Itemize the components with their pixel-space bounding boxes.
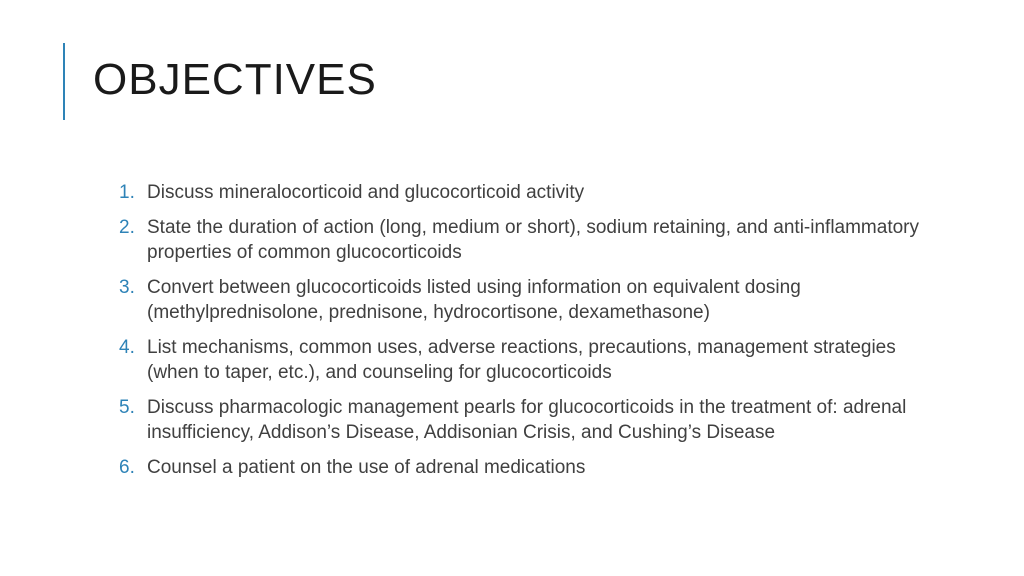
objective-text: Counsel a patient on the use of adrenal medications — [147, 457, 586, 478]
objective-number — [104, 395, 147, 420]
objective-text: State the duration of action (long, medium or short), sodium retaining, and anti-inflammatory properties of common glucocorticoids — [147, 217, 919, 263]
objective-item — [104, 455, 924, 480]
objective-number-label: 2. — [119, 217, 135, 238]
objectives-list — [104, 180, 924, 490]
objective-number-label: 5. — [119, 397, 135, 418]
slide-title: OBJECTIVES — [93, 55, 377, 104]
objective-number — [104, 275, 147, 300]
objective-number — [104, 215, 147, 240]
objective-text: Discuss mineralocorticoid and glucocorticoid activity — [147, 182, 585, 203]
title-accent-bar — [63, 43, 65, 120]
objective-number-label: 6. — [119, 457, 135, 478]
objective-number — [104, 335, 147, 360]
objective-text: Discuss pharmacologic management pearls for glucocorticoids in the treatment of: adrenal insufficiency, Addison’s Disease, Addisonian Crisis, and Cushing’s Disease — [147, 397, 907, 443]
objective-number — [104, 180, 147, 205]
objective-number-label: 4. — [119, 337, 135, 358]
objective-number — [104, 455, 147, 480]
objective-item — [104, 335, 924, 385]
objective-number-label: 1. — [119, 182, 135, 203]
objective-item — [104, 180, 924, 205]
objective-item — [104, 215, 924, 265]
objective-number-label: 3. — [119, 277, 135, 298]
objective-text: List mechanisms, common uses, adverse reactions, precautions, management strategies (when to taper, etc.), and counseling for glucocorticoids — [147, 337, 896, 383]
objective-item — [104, 275, 924, 325]
objective-item — [104, 395, 924, 445]
objective-text: Convert between glucocorticoids listed using information on equivalent dosing (methylprednisolone, prednisone, hydrocortisone, dexamethasone) — [147, 277, 801, 323]
